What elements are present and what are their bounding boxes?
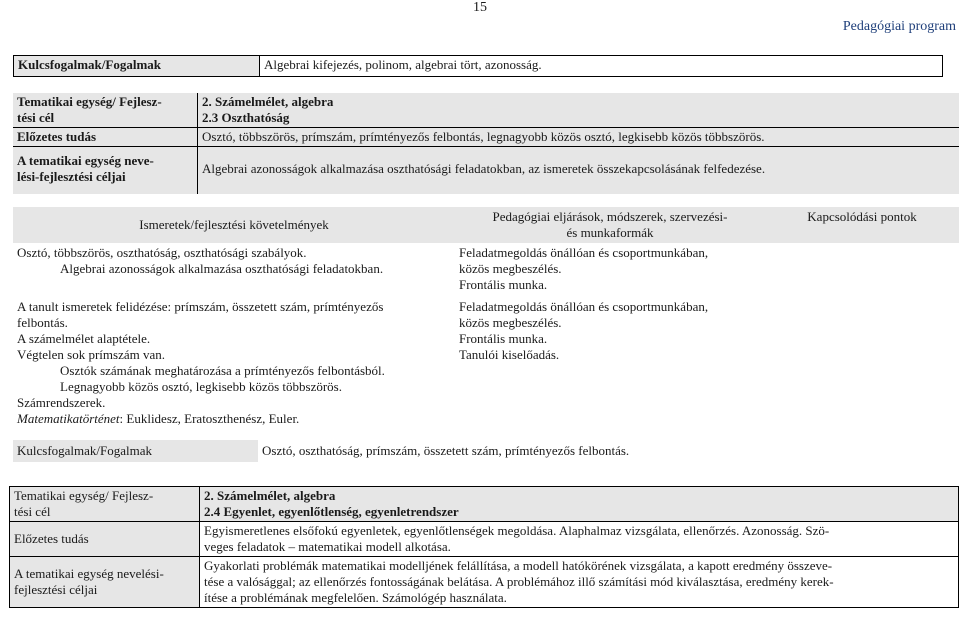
method-line: Tanulói kiselőadás.	[459, 347, 560, 362]
unit-goal-label-2: tési cél	[17, 110, 55, 125]
unit24-prereq-label: Előzetes tudás	[10, 522, 200, 557]
unit24-aims-line: Gyakorlati problémák matematikai modelljének felállítása, a modell hatókörének vizsgálata, a kapott eredmény összeve-	[204, 558, 833, 573]
aims-label-1: A tematikai egység neve-	[17, 153, 154, 168]
content-line-history	[17, 411, 451, 427]
prereq-label: Előzetes tudás	[13, 128, 198, 147]
unit24-goal-label-1: Tematikai egység/ Fejlesz-	[14, 488, 154, 503]
unit-subtopic: 2.3 Oszthatóság	[202, 110, 290, 125]
content-line: Osztók számának meghatározása a prímtényezős felbontásból.	[60, 363, 385, 378]
content-line: Osztó, többszörös, oszthatóság, oszthatósági szabályok.	[17, 245, 307, 260]
history-label: Matematikatörténet	[17, 411, 120, 426]
method-line: közös megbeszélés.	[459, 315, 562, 330]
unit-goal-label-1: Tematikai egység/ Fejlesz-	[17, 94, 162, 109]
aims-label-2: lési-fejlesztési céljai	[17, 169, 126, 184]
keywords-label: Kulcsfogalmak/Fogalmak	[14, 56, 260, 77]
aims-text: Algebrai azonosságok alkalmazása oszthatósági feladatokban, az ismeretek összekapcsolásának felfedezése.	[198, 147, 960, 195]
content-line: Algebrai azonosságok alkalmazása oszthatósági feladatokban.	[60, 261, 384, 276]
content-table	[13, 207, 959, 429]
unit24-goal-label-2: tési cél	[14, 504, 51, 519]
content-line: Végtelen sok prímszám van.	[17, 347, 166, 362]
col-header-methods-1: Pedagógiai eljárások, módszerek, szervezési-	[492, 209, 728, 224]
unit24-aims-label-2: fejlesztési céljai	[14, 582, 98, 597]
method-line: Feladatmegoldás önállóan és csoportmunkában,	[459, 245, 709, 260]
keywords-label-2: Kulcsfogalmak/Fogalmak	[13, 440, 258, 462]
running-header: Pedagógiai program	[842, 19, 956, 34]
content-line: felbontás.	[17, 315, 68, 330]
unit24-topic: 2. Számelmélet, algebra	[204, 488, 336, 503]
unit-2-4-table	[9, 486, 959, 608]
unit-2-3-table	[13, 93, 959, 194]
keywords-value: Algebrai kifejezés, polinom, algebrai tört, azonosság.	[260, 56, 943, 77]
method-line: Feladatmegoldás önállóan és csoportmunkában,	[459, 299, 709, 314]
unit-topic: 2. Számelmélet, algebra	[202, 94, 334, 109]
content-line: A számelmélet alaptétele.	[17, 331, 151, 346]
content-line: A tanult ismeretek felidézése: prímszám, összetett szám, prímtényezős	[17, 299, 384, 314]
unit24-prereq-line: Egyismeretlenes elsőfokú egyenletek, egyenlőtlenségek megoldása. Alaphalmaz vizsgálata, ellenőrzés. Azonosság. Szö-	[204, 523, 830, 538]
unit24-aims-line: ítése a problémának megfelelően. Számológép használata.	[204, 590, 507, 605]
unit24-aims-line: tése a valósággal; az ellenőrzés fontosságának belátása. A problémához illő számítási mód kiválasztása, eredmény kerek-	[204, 574, 834, 589]
page-number: 15	[473, 0, 487, 15]
prereq-text: Osztó, többszörös, prímszám, prímtényezős felbontás, legnagyobb közös osztó, legkisebb közös többszörös.	[198, 128, 960, 147]
history-text: : Euklidesz, Eratoszthenész, Euler.	[119, 411, 300, 426]
keywords-value-2: Osztó, oszthatóság, prímszám, összetett szám, prímtényezős felbontás.	[262, 443, 630, 458]
method-line: közös megbeszélés.	[459, 261, 562, 276]
keywords-table-2	[13, 440, 959, 462]
method-line: Frontális munka.	[459, 331, 548, 346]
col-header-knowledge: Ismeretek/fejlesztési követelmények	[13, 207, 455, 243]
method-line: Frontális munka.	[459, 277, 548, 292]
unit24-subtopic: 2.4 Egyenlet, egyenlőtlenség, egyenletrendszer	[204, 504, 459, 519]
content-line: Számrendszerek.	[17, 395, 106, 410]
unit24-aims-label-1: A tematikai egység nevelési-	[14, 566, 164, 581]
unit24-prereq-line: veges feladatok – matematikai modell alkotása.	[204, 539, 451, 554]
col-header-methods-2: és munkaformák	[566, 225, 654, 240]
content-line: Legnagyobb közös osztó, legkisebb közös többszörös.	[60, 379, 342, 394]
keywords-table-1	[13, 55, 943, 77]
col-header-connections: Kapcsolódási pontok	[765, 207, 959, 243]
